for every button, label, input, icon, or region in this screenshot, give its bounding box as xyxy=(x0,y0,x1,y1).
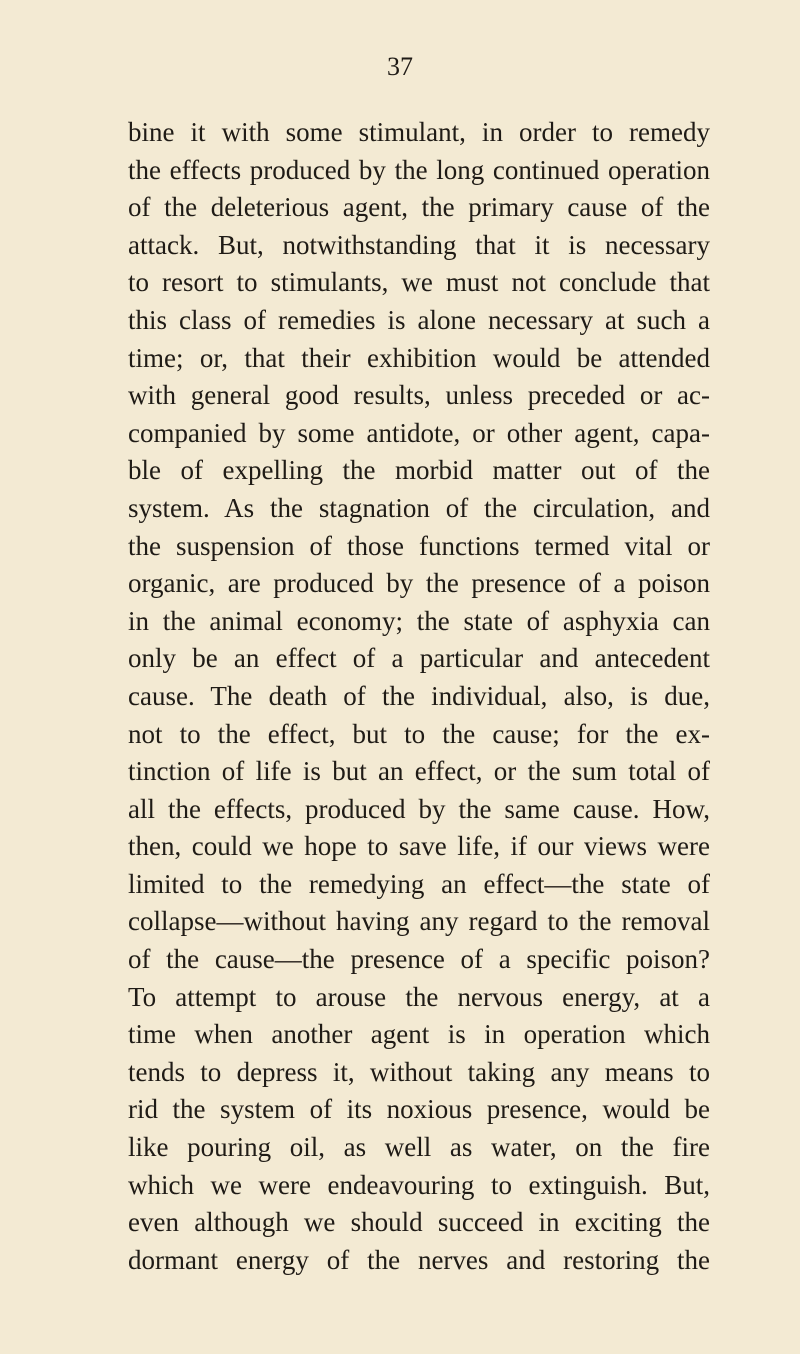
text-line: tinction of life is but an effect, or the sum total of xyxy=(128,756,710,787)
body-text xyxy=(128,114,710,1279)
text-line: like pouring oil, as well as water, on the fire xyxy=(128,1132,710,1163)
text-line: even although we should succeed in exciting the xyxy=(128,1207,710,1238)
text-line: only be an effect of a particular and antecedent xyxy=(128,643,710,674)
text-line: ble of expelling the morbid matter out of the xyxy=(128,455,710,486)
text-line: organic, are produced by the presence of a poison xyxy=(128,568,710,599)
text-line: cause. The death of the individual, also, is due, xyxy=(128,680,710,711)
text-line: with general good results, unless preceded or ac- xyxy=(128,380,710,411)
text-line: the effects produced by the long continued operation xyxy=(128,154,710,185)
text-line: dormant energy of the nerves and restoring the xyxy=(128,1244,710,1275)
text-line: rid the system of its noxious presence, would be xyxy=(128,1094,710,1125)
text-line: tends to depress it, without taking any means to xyxy=(128,1056,710,1087)
text-line: time; or, that their exhibition would be attended xyxy=(128,342,710,373)
text-line: of the cause—the presence of a specific poison? xyxy=(128,944,710,975)
text-line: system. As the stagnation of the circulation, and xyxy=(128,492,710,523)
text-line: companied by some antidote, or other agent, capa- xyxy=(128,417,710,448)
page-number: 37 xyxy=(387,52,413,81)
text-line: the suspension of those functions termed vital or xyxy=(128,530,710,561)
text-line: all the effects, produced by the same cause. How, xyxy=(128,793,710,824)
text-line: To attempt to arouse the nervous energy, at a xyxy=(128,981,710,1012)
text-line: to resort to stimulants, we must not conclude that xyxy=(128,267,710,298)
text-line: in the animal economy; the state of asphyxia can xyxy=(128,605,710,636)
text-line: collapse—without having any regard to the removal xyxy=(128,906,710,937)
text-line: time when another agent is in operation which xyxy=(128,1019,710,1050)
text-line: bine it with some stimulant, in order to remedy xyxy=(128,117,710,147)
text-line: not to the effect, but to the cause; for the ex- xyxy=(128,718,710,749)
text-line: then, could we hope to save life, if our views were xyxy=(128,831,710,862)
text-line: attack. But, notwithstanding that it is necessary xyxy=(128,229,710,260)
text-line: which we were endeavouring to extinguish. But, xyxy=(128,1169,710,1200)
text-line: limited to the remedying an effect—the state of xyxy=(128,868,710,899)
text-line: this class of remedies is alone necessary at such a xyxy=(128,304,710,335)
text-line: of the deleterious agent, the primary cause of the xyxy=(128,192,710,223)
